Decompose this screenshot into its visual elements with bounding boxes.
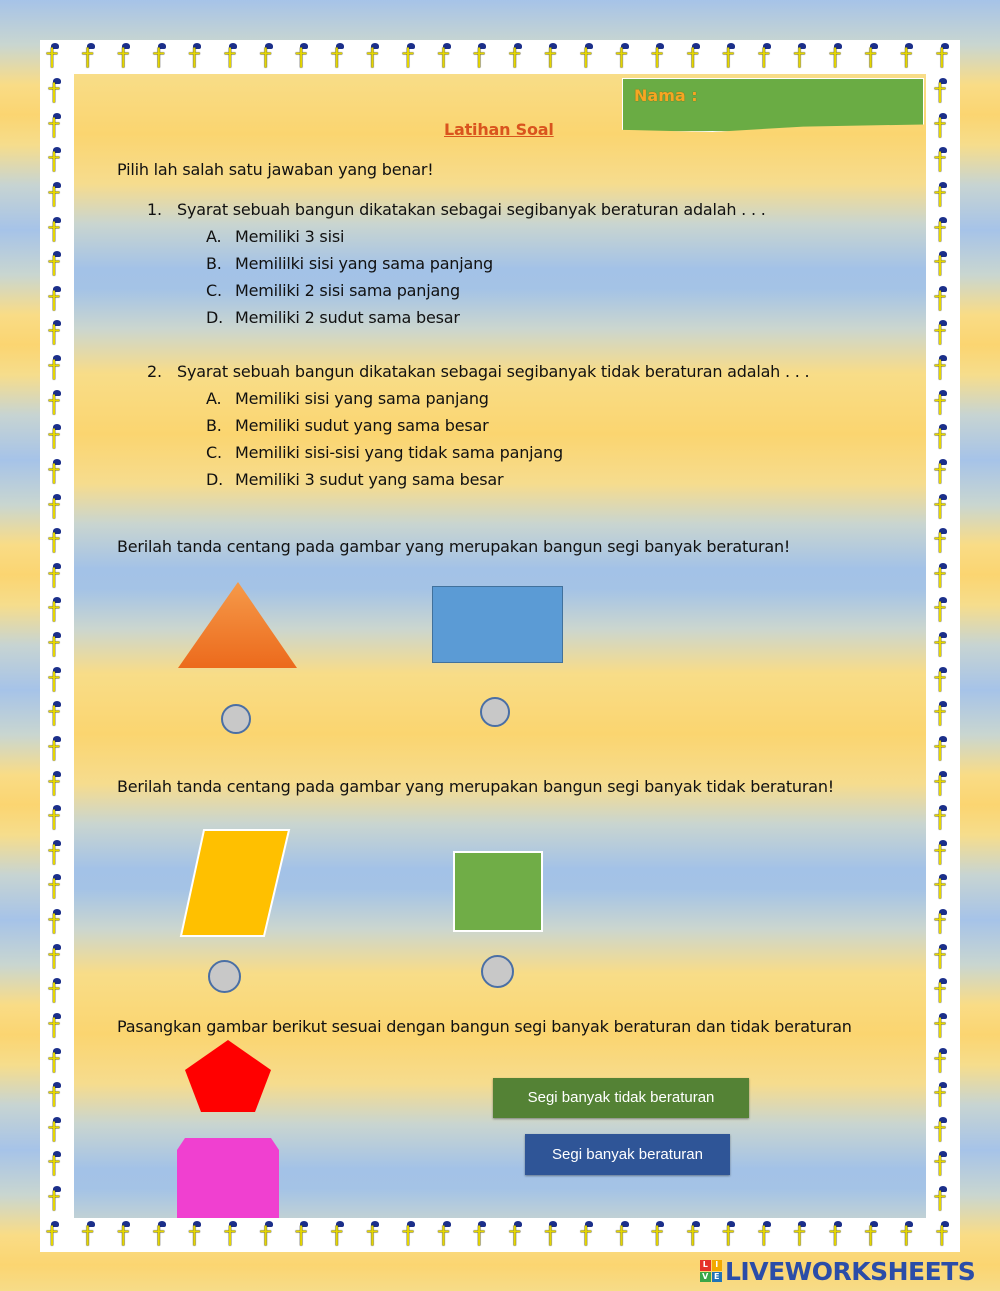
border-figure-icon (685, 1221, 707, 1249)
border-figure-icon (46, 563, 68, 591)
rectangle-shape (432, 586, 563, 663)
border-figure-icon (932, 182, 954, 210)
question-1-number: 1. (147, 200, 162, 219)
border-figure-icon (46, 597, 68, 625)
border-figure-icon (932, 1048, 954, 1076)
border-figure-icon (932, 701, 954, 729)
border-figure-icon (932, 494, 954, 522)
triangle-shape (176, 580, 300, 674)
border-figure-icon (46, 1013, 68, 1041)
border-figure-icon (932, 1117, 954, 1145)
border-figure-icon (863, 1221, 885, 1249)
border-figure-icon (46, 424, 68, 452)
q2-option-a-letter: A. (206, 389, 222, 408)
border-figure-icon (80, 1221, 102, 1249)
radio-parallelogram[interactable] (208, 960, 241, 993)
border-figure-icon (186, 1221, 208, 1249)
q1-option-b[interactable]: Memililki sisi yang sama panjang (235, 254, 493, 273)
q1-option-d-letter: D. (206, 308, 224, 327)
border-figure-icon (46, 217, 68, 245)
border-figure-icon (46, 840, 68, 868)
border-figure-icon (46, 632, 68, 660)
border-right (926, 74, 960, 1218)
match-target-irregular-button[interactable]: Segi banyak tidak beraturan (493, 1078, 749, 1118)
border-figure-icon (46, 459, 68, 487)
border-figure-icon (932, 874, 954, 902)
border-figure-icon (932, 1082, 954, 1110)
border-figure-icon (436, 43, 458, 71)
border-figure-icon (46, 1082, 68, 1110)
border-figure-icon (827, 43, 849, 71)
logo-letter-v: V (700, 1272, 711, 1283)
q2-option-a[interactable]: Memiliki sisi yang sama panjang (235, 389, 489, 408)
border-figure-icon (932, 217, 954, 245)
border-figure-icon (649, 43, 671, 71)
q2-option-d[interactable]: Memiliki 3 sudut yang sama besar (235, 470, 504, 489)
border-figure-icon (46, 528, 68, 556)
border-figure-icon (649, 1221, 671, 1249)
question-2-text: Syarat sebuah bangun dikatakan sebagai segibanyak tidak beraturan adalah . . . (177, 362, 810, 381)
border-figure-icon (578, 1221, 600, 1249)
border-figure-icon (186, 43, 208, 71)
border-figure-icon (932, 286, 954, 314)
instruction-check-regular: Berilah tanda centang pada gambar yang merupakan bangun segi banyak beraturan! (117, 537, 791, 556)
q2-option-d-letter: D. (206, 470, 224, 489)
pentagon-shape[interactable] (182, 1038, 274, 1114)
border-figure-icon (932, 840, 954, 868)
border-figure-icon (791, 43, 813, 71)
border-figure-icon (932, 667, 954, 695)
border-figure-icon (46, 1186, 68, 1214)
page-title: Latihan Soal (444, 120, 554, 139)
border-figure-icon (46, 494, 68, 522)
q2-option-c-letter: C. (206, 443, 222, 462)
border-figure-icon (46, 78, 68, 106)
border-figure-icon (578, 43, 600, 71)
border-figure-icon (471, 1221, 493, 1249)
border-figure-icon (932, 459, 954, 487)
border-figure-icon (932, 251, 954, 279)
question-2-number: 2. (147, 362, 162, 381)
border-figure-icon (720, 43, 742, 71)
border-figure-icon (932, 528, 954, 556)
border-figure-icon (46, 286, 68, 314)
instruction-multiple-choice: Pilih lah salah satu jawaban yang benar! (117, 160, 434, 179)
border-figure-icon (46, 147, 68, 175)
q1-option-c-letter: C. (206, 281, 222, 300)
border-figure-icon (46, 944, 68, 972)
border-figure-icon (934, 1221, 956, 1249)
border-figure-icon (898, 1221, 920, 1249)
border-figure-icon (507, 43, 529, 71)
border-figure-icon (364, 1221, 386, 1249)
border-figure-icon (932, 563, 954, 591)
border-left (40, 74, 74, 1218)
border-figure-icon (44, 43, 66, 71)
border-figure-icon (46, 320, 68, 348)
border-figure-icon (932, 424, 954, 452)
border-figure-icon (863, 43, 885, 71)
border-figure-icon (720, 1221, 742, 1249)
border-figure-icon (151, 43, 173, 71)
border-figure-icon (898, 43, 920, 71)
border-figure-icon (115, 1221, 137, 1249)
border-top (40, 40, 960, 74)
border-figure-icon (400, 1221, 422, 1249)
instruction-matching: Pasangkan gambar berikut sesuai dengan bangun segi banyak beraturan dan tidak beraturan (117, 1017, 852, 1036)
border-figure-icon (932, 1151, 954, 1179)
border-figure-icon (614, 43, 636, 71)
border-figure-icon (932, 944, 954, 972)
border-figure-icon (932, 805, 954, 833)
match-target-regular-button[interactable]: Segi banyak beraturan (525, 1134, 730, 1175)
liveworksheets-logo-text: LIVEWORKSHEETS (725, 1256, 976, 1286)
border-figure-icon (222, 1221, 244, 1249)
border-figure-icon (46, 874, 68, 902)
border-figure-icon (46, 182, 68, 210)
border-figure-icon (932, 632, 954, 660)
border-figure-icon (614, 1221, 636, 1249)
parallelogram-shape (178, 828, 292, 940)
border-figure-icon (471, 43, 493, 71)
border-figure-icon (46, 978, 68, 1006)
border-figure-icon (258, 43, 280, 71)
border-figure-icon (364, 43, 386, 71)
border-figure-icon (329, 1221, 351, 1249)
q1-option-a-letter: A. (206, 227, 222, 246)
q1-option-c[interactable]: Memiliki 2 sisi sama panjang (235, 281, 460, 300)
border-bottom (40, 1218, 960, 1252)
border-figure-icon (932, 78, 954, 106)
border-figure-icon (932, 597, 954, 625)
border-figure-icon (46, 771, 68, 799)
border-figure-icon (46, 1151, 68, 1179)
border-figure-icon (932, 355, 954, 383)
border-figure-icon (932, 147, 954, 175)
border-figure-icon (151, 1221, 173, 1249)
border-figure-icon (932, 736, 954, 764)
border-figure-icon (46, 390, 68, 418)
border-figure-icon (46, 909, 68, 937)
border-figure-icon (791, 1221, 813, 1249)
q1-option-d[interactable]: Memiliki 2 sudut sama besar (235, 308, 460, 327)
border-figure-icon (46, 113, 68, 141)
border-figure-icon (685, 43, 707, 71)
q2-option-b[interactable]: Memiliki sudut yang sama besar (235, 416, 489, 435)
border-figure-icon (329, 43, 351, 71)
border-figure-icon (222, 43, 244, 71)
border-figure-icon (932, 1186, 954, 1214)
q2-option-b-letter: B. (206, 416, 222, 435)
border-figure-icon (542, 1221, 564, 1249)
square-shape (453, 851, 543, 932)
border-figure-icon (542, 43, 564, 71)
radio-rectangle[interactable] (480, 697, 510, 727)
name-label: Nama : (634, 86, 698, 105)
border-figure-icon (115, 43, 137, 71)
question-1-text: Syarat sebuah bangun dikatakan sebagai segibanyak beraturan adalah . . . (177, 200, 766, 219)
border-figure-icon (934, 43, 956, 71)
border-figure-icon (293, 43, 315, 71)
border-figure-icon (46, 736, 68, 764)
border-figure-icon (44, 1221, 66, 1249)
liveworksheets-logo (700, 1256, 975, 1286)
border-figure-icon (46, 1117, 68, 1145)
radio-square[interactable] (481, 955, 514, 988)
q1-option-a[interactable]: Memiliki 3 sisi (235, 227, 345, 246)
border-figure-icon (293, 1221, 315, 1249)
border-figure-icon (827, 1221, 849, 1249)
border-figure-icon (756, 43, 778, 71)
magenta-polygon-shape[interactable] (175, 1136, 281, 1218)
border-figure-icon (46, 701, 68, 729)
border-figure-icon (436, 1221, 458, 1249)
border-figure-icon (46, 667, 68, 695)
border-figure-icon (258, 1221, 280, 1249)
border-figure-icon (932, 771, 954, 799)
border-figure-icon (932, 909, 954, 937)
border-figure-icon (932, 1013, 954, 1041)
border-figure-icon (400, 43, 422, 71)
logo-letter-l: L (700, 1260, 711, 1271)
border-figure-icon (756, 1221, 778, 1249)
border-figure-icon (80, 43, 102, 71)
liveworksheets-logo-icon (700, 1260, 722, 1282)
q2-option-c[interactable]: Memiliki sisi-sisi yang tidak sama panjang (235, 443, 563, 462)
border-figure-icon (932, 320, 954, 348)
border-figure-icon (46, 355, 68, 383)
q1-option-b-letter: B. (206, 254, 222, 273)
logo-letter-e: E (712, 1272, 723, 1283)
border-figure-icon (932, 978, 954, 1006)
border-figure-icon (46, 805, 68, 833)
border-figure-icon (46, 251, 68, 279)
border-figure-icon (932, 390, 954, 418)
radio-triangle[interactable] (221, 704, 251, 734)
border-figure-icon (46, 1048, 68, 1076)
logo-letter-i: I (712, 1260, 723, 1271)
border-figure-icon (507, 1221, 529, 1249)
instruction-check-irregular: Berilah tanda centang pada gambar yang merupakan bangun segi banyak tidak beraturan! (117, 777, 834, 796)
border-figure-icon (932, 113, 954, 141)
